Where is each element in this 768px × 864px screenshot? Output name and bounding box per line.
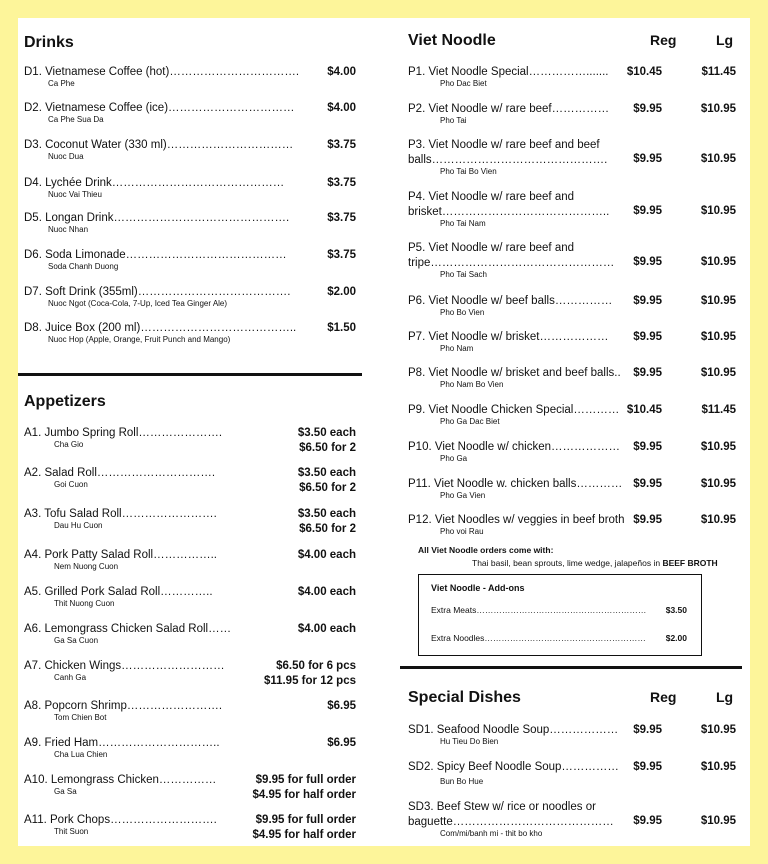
item-price: $3.75 xyxy=(327,177,356,189)
item-subtitle: Nuoc Nhan xyxy=(48,225,89,234)
item-price: $3.50 each $6.50 for 2 xyxy=(297,427,356,454)
item-subtitle: Pho Ga Dac Biet xyxy=(440,417,500,426)
item-subtitle: Soda Chanh Duong xyxy=(48,262,119,271)
item-price: $4.00 each xyxy=(297,623,356,635)
item-subtitle: Pho Tai Sach xyxy=(440,270,487,279)
reg-price: $9.95 xyxy=(633,815,662,827)
item-subtitle: Com/mi/banh mi - thit bo kho xyxy=(440,829,543,838)
lg-price: $10.95 xyxy=(700,761,736,773)
addon-price: $3.50 xyxy=(665,605,687,615)
section-divider xyxy=(18,373,362,376)
item-name: A11. Pork Chops………………………. xyxy=(24,814,217,826)
item-price: $4.00 each xyxy=(297,586,356,598)
noodle-note xyxy=(472,557,718,569)
item-price: $6.50 for 6 pcs $11.95 for 12 pcs xyxy=(263,660,356,687)
reg-price: $10.45 xyxy=(626,404,662,416)
item-price: $6.95 xyxy=(327,737,356,749)
item-name: A6. Lemongrass Chicken Salad Roll…… xyxy=(24,623,232,635)
item-name: A7. Chicken Wings……………………… xyxy=(24,660,225,672)
lg-price: $10.95 xyxy=(700,256,736,268)
addon-row xyxy=(431,633,687,643)
item-name: A2. Salad Roll…………………………. xyxy=(24,467,216,479)
item-subtitle: Ca Phe xyxy=(48,79,75,88)
item-price: $3.75 xyxy=(327,249,356,261)
item-subtitle: Ca Phe Sua Da xyxy=(48,115,104,124)
reg-price: $9.95 xyxy=(633,478,662,490)
item-subtitle: Thit Suon xyxy=(54,827,89,836)
reg-price: $9.95 xyxy=(633,153,662,165)
item-price: $4.00 each xyxy=(297,549,356,561)
item-name: D4. Lychée Drink……………………………………… xyxy=(24,177,285,189)
drinks-title: Drinks xyxy=(24,34,74,51)
item-subtitle: Dau Hu Cuon xyxy=(54,521,103,530)
item-name: P6. Viet Noodle w/ beef balls…………… xyxy=(408,295,613,307)
item-name: P3. Viet Noodle w/ rare beef and beef balls………………………………………. xyxy=(408,139,608,166)
item-subtitle: Pho Dac Biet xyxy=(440,79,487,88)
item-name: A8. Popcorn Shrimp……………………. xyxy=(24,700,223,712)
reg-price: $9.95 xyxy=(633,367,662,379)
item-subtitle: Pho Bo Vien xyxy=(440,308,485,317)
item-name: P11. Viet Noodle w. chicken balls………… xyxy=(408,478,623,490)
item-subtitle: Pho Ga xyxy=(440,454,468,463)
item-price: $3.50 each $6.50 for 2 xyxy=(297,508,356,535)
reg-header: Reg xyxy=(650,689,677,705)
appetizers-title: Appetizers xyxy=(24,393,106,410)
item-name: P8. Viet Noodle w/ brisket and beef balls.. xyxy=(408,367,621,379)
item-name: P4. Viet Noodle w/ rare beef and brisket…………………………………….. xyxy=(408,191,610,218)
item-subtitle: Pho Nam xyxy=(440,344,474,353)
lg-price: $10.95 xyxy=(700,295,736,307)
item-name: D7. Soft Drink (355ml)…………………………………. xyxy=(24,286,291,298)
addon-name: Extra Meats…………………………………………………… xyxy=(431,605,647,615)
item-subtitle: Pho Ga Vien xyxy=(440,491,486,500)
item-subtitle: Pho Tai Nam xyxy=(440,219,486,228)
item-subtitle: Nem Nuong Cuon xyxy=(54,562,119,571)
menu-page xyxy=(18,18,750,846)
item-name: D8. Juice Box (200 ml)………………………………….. xyxy=(24,322,297,334)
item-subtitle: Cha Gio xyxy=(54,440,84,449)
addon-name: Extra Noodles………………………………………………… xyxy=(431,633,646,643)
lg-price: $10.95 xyxy=(700,478,736,490)
item-subtitle: Canh Ga xyxy=(54,673,87,682)
lg-price: $10.95 xyxy=(700,331,736,343)
lg-price: $10.95 xyxy=(700,367,736,379)
item-price: $3.75 xyxy=(327,212,356,224)
addon-row xyxy=(431,605,687,615)
item-price: $1.50 xyxy=(327,322,356,334)
item-price: $3.50 each $6.50 for 2 xyxy=(297,467,356,494)
item-name: D5. Longan Drink………………………………………. xyxy=(24,212,290,224)
reg-price: $9.95 xyxy=(633,724,662,736)
item-name: P12. Viet Noodles w/ veggies in beef broth xyxy=(408,514,625,526)
item-subtitle: Ga Sa xyxy=(54,787,77,796)
item-subtitle: Pho Nam Bo Vien xyxy=(440,380,504,389)
reg-price: $9.95 xyxy=(633,441,662,453)
reg-price: $9.95 xyxy=(633,761,662,773)
lg-price: $10.95 xyxy=(700,441,736,453)
reg-header: Reg xyxy=(650,32,677,48)
lg-price: $11.45 xyxy=(701,404,736,416)
item-subtitle: Nuoc Vai Thieu xyxy=(48,190,102,199)
addon-price: $2.00 xyxy=(665,633,687,643)
item-price: $9.95 for full order $4.95 for half order xyxy=(252,814,356,841)
item-subtitle: Tom Chien Bot xyxy=(54,713,107,722)
item-name: P7. Viet Noodle w/ brisket……………… xyxy=(408,331,609,343)
lg-price: $10.95 xyxy=(700,724,736,736)
reg-price: $10.45 xyxy=(626,66,662,78)
noodle-note-title: All Viet Noodle orders come with: xyxy=(418,545,554,555)
item-subtitle: Nuoc Dua xyxy=(48,152,84,161)
item-name: D3. Coconut Water (330 ml)…………………………… xyxy=(24,139,294,151)
item-subtitle: Ga Sa Cuon xyxy=(54,636,99,645)
item-name: P9. Viet Noodle Chicken Special………… xyxy=(408,404,620,416)
noodle-note-bold: BEEF BROTH xyxy=(662,558,718,568)
item-name: A10. Lemongrass Chicken…………… xyxy=(24,774,217,786)
reg-price: $9.95 xyxy=(633,331,662,343)
item-name: A4. Pork Patty Salad Roll…………….. xyxy=(24,549,218,561)
item-name: SD2. Spicy Beef Noodle Soup…………… xyxy=(408,761,619,773)
item-price: $2.00 xyxy=(327,286,356,298)
item-subtitle: Thit Nuong Cuon xyxy=(54,599,115,608)
item-price: $4.00 xyxy=(327,66,356,78)
lg-price: $11.45 xyxy=(701,66,736,78)
lg-header: Lg xyxy=(716,689,734,705)
reg-price: $9.95 xyxy=(633,514,662,526)
item-name: P1. Viet Noodle Special……………....... xyxy=(408,66,609,78)
special-dishes-title: Special Dishes xyxy=(408,689,521,706)
item-subtitle: Nuoc Hop (Apple, Orange, Fruit Punch and Mango) xyxy=(48,335,231,344)
item-subtitle: Pho Tai Bo Vien xyxy=(440,167,497,176)
lg-price: $10.95 xyxy=(700,103,736,115)
item-name: D1. Vietnamese Coffee (hot)……………………………. xyxy=(24,66,300,78)
noodle-note-text: Thai basil, bean sprouts, lime wedge, jalapeños in xyxy=(472,558,661,568)
item-price: $9.95 for full order $4.95 for half order xyxy=(252,774,356,801)
reg-price: $9.95 xyxy=(633,103,662,115)
item-subtitle: Bun Bo Hue xyxy=(440,777,484,786)
addons-box xyxy=(418,574,702,656)
item-subtitle: Pho voi Rau xyxy=(440,527,484,536)
lg-price: $10.95 xyxy=(700,514,736,526)
item-name: D6. Soda Limonade…………………………………… xyxy=(24,249,287,261)
item-name: SD3. Beef Stew w/ rice or noodles or baguette…………………………………… xyxy=(408,801,614,828)
addons-title: Viet Noodle - Add-ons xyxy=(431,583,525,593)
item-name: P2. Viet Noodle w/ rare beef…………… xyxy=(408,103,610,115)
lg-header: Lg xyxy=(716,32,734,48)
item-name: A5. Grilled Pork Salad Roll………….. xyxy=(24,586,213,598)
item-price: $6.95 xyxy=(327,700,356,712)
item-price: $3.75 xyxy=(327,139,356,151)
item-name: P5. Viet Noodle w/ rare beef and tripe………………………………………… xyxy=(408,242,615,269)
item-name: D2. Vietnamese Coffee (ice)…………………………… xyxy=(24,102,295,114)
item-name: P10. Viet Noodle w/ chicken……………… xyxy=(408,441,620,453)
item-subtitle: Pho Tai xyxy=(440,116,467,125)
item-subtitle: Hu Tieu Do Bien xyxy=(440,737,499,746)
viet-noodle-title: Viet Noodle xyxy=(408,32,496,49)
item-name: A9. Fried Ham………………………….. xyxy=(24,737,220,749)
item-subtitle: Nuoc Ngot (Coca-Cola, 7-Up, Iced Tea Ginger Ale) xyxy=(48,299,228,308)
item-subtitle: Goi Cuon xyxy=(54,480,88,489)
item-name: SD1. Seafood Noodle Soup……………… xyxy=(408,724,619,736)
item-subtitle: Cha Lua Chien xyxy=(54,750,108,759)
item-name: A3. Tofu Salad Roll……………………. xyxy=(24,508,217,520)
reg-price: $9.95 xyxy=(633,205,662,217)
lg-price: $10.95 xyxy=(700,815,736,827)
section-divider xyxy=(400,666,742,669)
lg-price: $10.95 xyxy=(700,205,736,217)
reg-price: $9.95 xyxy=(633,295,662,307)
lg-price: $10.95 xyxy=(700,153,736,165)
item-price: $4.00 xyxy=(327,102,356,114)
item-name: A1. Jumbo Spring Roll…………………. xyxy=(24,427,223,439)
reg-price: $9.95 xyxy=(633,256,662,268)
